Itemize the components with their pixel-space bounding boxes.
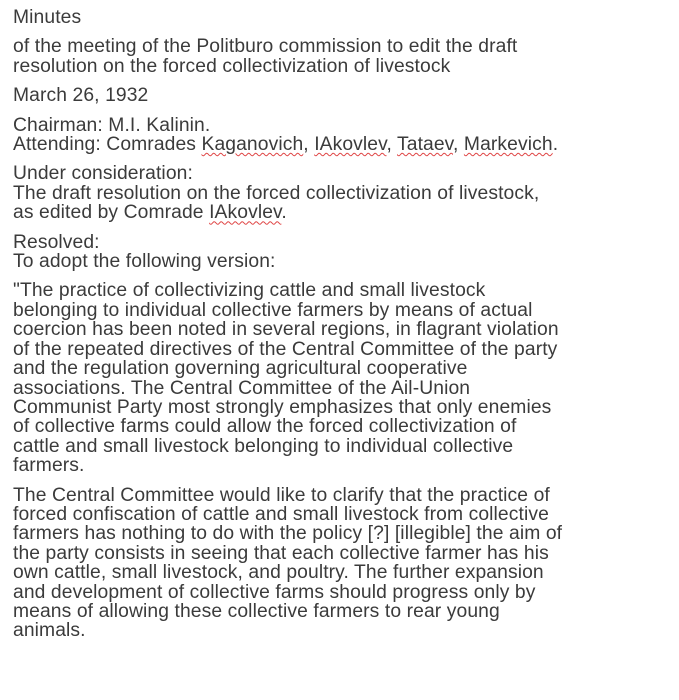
misspelled-word: Tataev <box>397 134 453 156</box>
text-segment: "The practice of collectivizing cattle and small livestock <box>13 280 486 302</box>
text-segment: cattle and small livestock belonging to individual collective <box>13 435 514 457</box>
text-segment: animals. <box>13 620 86 642</box>
paragraph-subtitle <box>13 37 669 76</box>
text-segment: as edited by Comrade <box>13 202 210 224</box>
text-line <box>13 544 669 563</box>
text-segment: farmers. <box>13 455 85 477</box>
paragraph-resolved <box>13 233 669 272</box>
text-line <box>13 135 669 154</box>
text-line <box>13 8 669 27</box>
text-segment: forced confiscation of cattle and small livestock from collective <box>13 503 549 525</box>
misspelled-word: IAkovlev <box>314 134 387 156</box>
text-line <box>13 583 669 602</box>
text-line <box>13 417 669 436</box>
text-segment: Chairman: M.I. Kalinin. <box>13 114 211 136</box>
text-line <box>13 563 669 582</box>
text-segment: of collective farms could allow the forced collectivization of <box>13 416 517 438</box>
text-line <box>13 86 669 105</box>
text-segment: Under consideration: <box>13 163 193 185</box>
text-segment: own cattle, small livestock, and poultry. The further expansion <box>13 562 544 584</box>
text-segment: To adopt the following version: <box>13 251 276 273</box>
text-line <box>13 621 669 640</box>
text-line <box>13 524 669 543</box>
misspelled-word: IAkovlev <box>209 202 282 224</box>
text-line <box>13 437 669 456</box>
text-line <box>13 252 669 271</box>
text-line <box>13 233 669 252</box>
text-segment: , <box>453 134 464 156</box>
text-segment: The draft resolution on the forced collectivization of livestock, <box>13 182 540 204</box>
text-line <box>13 57 669 76</box>
text-line <box>13 602 669 621</box>
text-segment: . <box>281 202 287 224</box>
text-segment: Resolved: <box>13 231 100 253</box>
text-segment: farmers has nothing to do with the policy [?] [illegible] the aim of <box>13 523 563 545</box>
text-segment: Communist Party most strongly emphasizes that only enemies <box>13 396 552 418</box>
text-line <box>13 164 669 183</box>
paragraph-title <box>13 8 669 27</box>
text-line <box>13 456 669 475</box>
paragraph-under-consideration <box>13 164 669 222</box>
text-line <box>13 203 669 222</box>
text-segment: March 26, 1932 <box>13 85 149 107</box>
paragraph-date <box>13 86 669 105</box>
text-segment: Attending: Comrades <box>13 134 202 156</box>
paragraph-resolution-paragraph-2 <box>13 486 669 641</box>
text-line <box>13 320 669 339</box>
text-segment: the party consists in seeing that each collective farmer has his <box>13 542 549 564</box>
text-line <box>13 359 669 378</box>
text-segment: coercion has been noted in several regions, in flagrant violation <box>13 319 559 341</box>
text-line <box>13 37 669 56</box>
text-segment: means of allowing these collective farmers to rear young <box>13 600 500 622</box>
text-line <box>13 301 669 320</box>
text-segment: associations. The Central Committee of the Ail-Union <box>13 377 471 399</box>
text-line <box>13 398 669 417</box>
text-segment: of the meeting of the Politburo commission to edit the draft <box>13 36 518 58</box>
text-segment: The Central Committee would like to clarify that the practice of <box>13 484 550 506</box>
text-segment: and the regulation governing agricultural cooperative <box>13 358 468 380</box>
text-segment: , <box>303 134 315 156</box>
text-segment: and development of collective farms should progress only by <box>13 581 536 603</box>
text-segment: of the repeated directives of the Central Committee of the party <box>13 338 558 360</box>
text-line <box>13 184 669 203</box>
paragraph-attendees <box>13 116 669 155</box>
misspelled-word: Kaganovich <box>201 134 304 156</box>
text-line <box>13 379 669 398</box>
text-segment: Minutes <box>13 7 82 28</box>
text-line <box>13 116 669 135</box>
text-segment: belonging to individual collective farmers by means of actual <box>13 299 533 321</box>
text-line <box>13 340 669 359</box>
text-segment: . <box>552 134 559 156</box>
text-line <box>13 281 669 300</box>
text-segment: resolution on the forced collectivization of livestock <box>13 55 451 77</box>
text-line <box>13 505 669 524</box>
text-line <box>13 486 669 505</box>
misspelled-word: Markevich <box>463 134 553 156</box>
text-segment: , <box>386 134 398 156</box>
paragraph-resolution-paragraph-1 <box>13 281 669 475</box>
